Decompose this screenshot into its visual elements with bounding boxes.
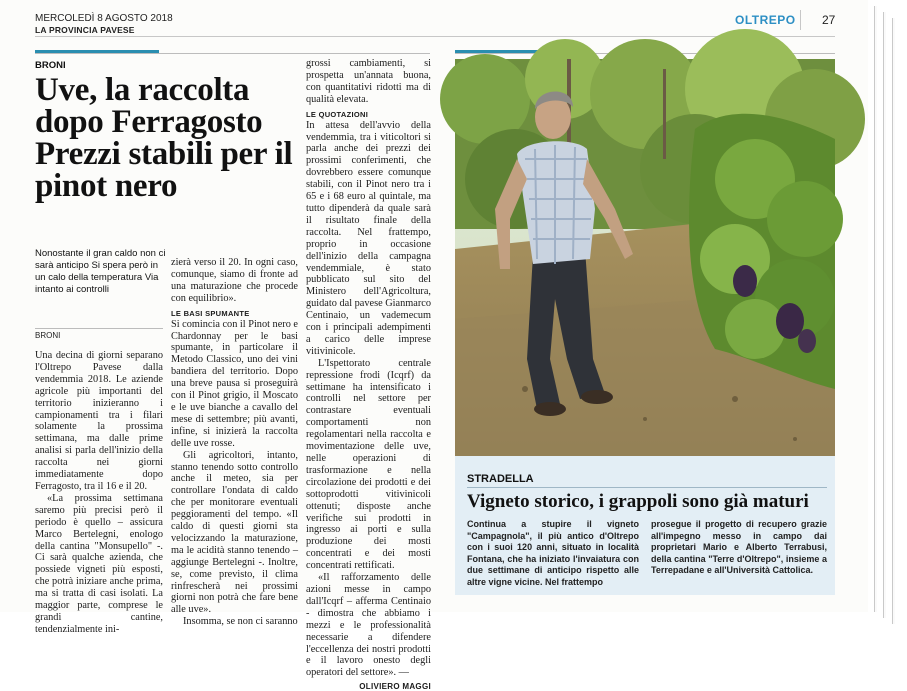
paragraph: L'Ispettorato centrale repressione frodi (Icqrf) da settimane ha intensificato i controlli nel settore per contrastare eventuali comportamenti non regolamentari nella raccolta e movimentazione delle uve, nelle operazioni di trasformazione e nella circolazione dei prodotti e dei sottoprodotti vitivinicoli ottenuti; disposte anche verifiche sui prodotti in ingresso ai porti e sulla produzione dei mosti concentrati e dei mosti concentrati rettificati. — [306, 357, 431, 572]
issue-date: MERCOLEDÌ 8 AGOSTO 2018 — [35, 13, 173, 24]
dateline-location: BRONI — [35, 331, 61, 340]
page-number: 27 — [822, 13, 836, 27]
header-rule — [35, 36, 835, 37]
page-edge — [892, 18, 895, 624]
paragraph: grossi cambiamenti, si prospetta un'annata buona, con quantitativi ridotti ma di qualità elevata. — [306, 58, 431, 105]
vineyard-photo-image — [455, 59, 835, 456]
sidebar-column-2: prosegue il progetto di recupero grazie all'impegno messo in campo dai proprietari Mario e Alberto Terrabusi, della cantina "Terre d'Oltrepo", insieme a Terrepadane e all'Università Cattolica. — [651, 519, 827, 576]
article-subhead: Nonostante il gran caldo non ci sarà anticipo Si spera però in un calo della temperatura Via intanto ai controlli — [35, 248, 166, 295]
subhead-rule — [35, 328, 163, 329]
paragraph: Una decina di giorni separano l'Oltrepo Pavese dalla vendemmia 2018. Le aziende agricole più importanti del territorio inizieranno i campionamenti tra i filari solamente la prossima settimana, ma dalle prime analisi si parla dell'inizio della raccolta nei giorni immediatamente dopo Ferragosto, tra il 16 e il 20. — [35, 350, 163, 492]
page-edge — [874, 6, 877, 612]
article-top-rule — [35, 53, 430, 54]
sidebar-column-1: Continua a stupire il vigneto "Campagnola", il più antico d'Oltrepo con i suoi 120 anni, situato in località Fontana, che ha iniziato l'invaiatura con due settimane di anticipo rispetto alle altre vigne vicine. Nel frattempo — [467, 519, 639, 587]
section-minihead: LE QUOTAZIONI — [306, 109, 369, 119]
sidebar-kicker: STRADELLA — [467, 473, 534, 485]
paragraph: «Il rafforzamento delle azioni messe in campo dall'Icqrf – afferma Centinaio - dimostra che abbiamo i mezzi e le professionalità necessarie a difendere l'eccellenza dei nostri prodotti e il lavoro onesto degli operatori del settore». — — [306, 572, 431, 679]
vineyard-photo — [455, 59, 835, 456]
article-column-2 — [171, 257, 298, 628]
page-edge — [883, 12, 886, 618]
paragraph: In attesa dell'avvio della vendemmia, tra i viticoltori si parla anche dei prezzi dei prossimi conferimenti, che dovrebbero essere comunque stabili, con il Pinot nero tra i 65 e i 68 euro al quintale, ma tutto dipenderà da quale sarà il risultato finale della raccolta. Nel frattempo, proprio in occasione dell'inizio della campagna vendemmiale, è stato pubblicato sul sito del Ministero dell'Agricoltura, guidato dal pavese Gianmarco Centinaio, un vademecum con i principali adempimenti a carico delle imprese vitivinicole. — [306, 119, 431, 357]
header-divider — [800, 10, 801, 30]
paragraph: Gli agricoltori, intanto, stanno tenendo sotto controllo anche il meteo, sia per controllare l'ondata di caldo che per monitorare eventuali peggioramenti del tempo. «Il caldo di questi giorni sta velocizzando la maturazione, ma le acidità stanno tenendo – aggiunge Bertelegni -. Inoltre, se, come previsto, il clima rinfrescherà nei prossimi giorni non potrà che fare bene alle uve». — [171, 449, 298, 616]
paragraph: Insomma, se non ci saranno — [183, 616, 298, 628]
article-column-1 — [35, 350, 163, 636]
article-column-3 — [306, 58, 431, 691]
sidebar-rule — [467, 487, 827, 488]
paragraph: zierà verso il 20. In ogni caso, comunque, siamo di fronte ad una maturazione che procede con equilibrio». — [171, 257, 298, 304]
newspaper-name: LA PROVINCIA PAVESE — [35, 25, 135, 35]
paragraph: «La prossima settimana saremo più precisi però il periodo è quello – assicura Marco Bertelegni, enologo della cantina "Monsupello" -. Ci sarà qualche azienda, che possiede vigneti più esposti, che potrà iniziare anche prima, ma si tratta di casi isolati. La maggior parte, comprese le grandi cantine, tendenzialmente ini- — [35, 492, 163, 635]
section-label: OLTREPO — [735, 13, 796, 27]
article-kicker: BRONI — [35, 60, 66, 71]
article-byline: OLIVIERO MAGGI — [359, 682, 431, 691]
sidebar-title: Vigneto storico, i grappoli sono già maturi — [467, 491, 809, 512]
paragraph: Si comincia con il Pinot nero e Chardonnay per le basi spumante, in particolare il Metodo Classico, uno dei vini bandiera del territorio. Dopo una breve pausa si proseguirà con il Pinot grigio, il Moscato e le uve bianche a cavallo del mese di settembre; più avanti, infine, si inizierà la raccolta delle uve rosse. — [171, 318, 298, 449]
article-headline: Uve, la raccolta dopo Ferragosto Prezzi stabili per il pinot nero — [35, 72, 293, 204]
section-minihead: LE BASI SPUMANTE — [171, 308, 250, 318]
